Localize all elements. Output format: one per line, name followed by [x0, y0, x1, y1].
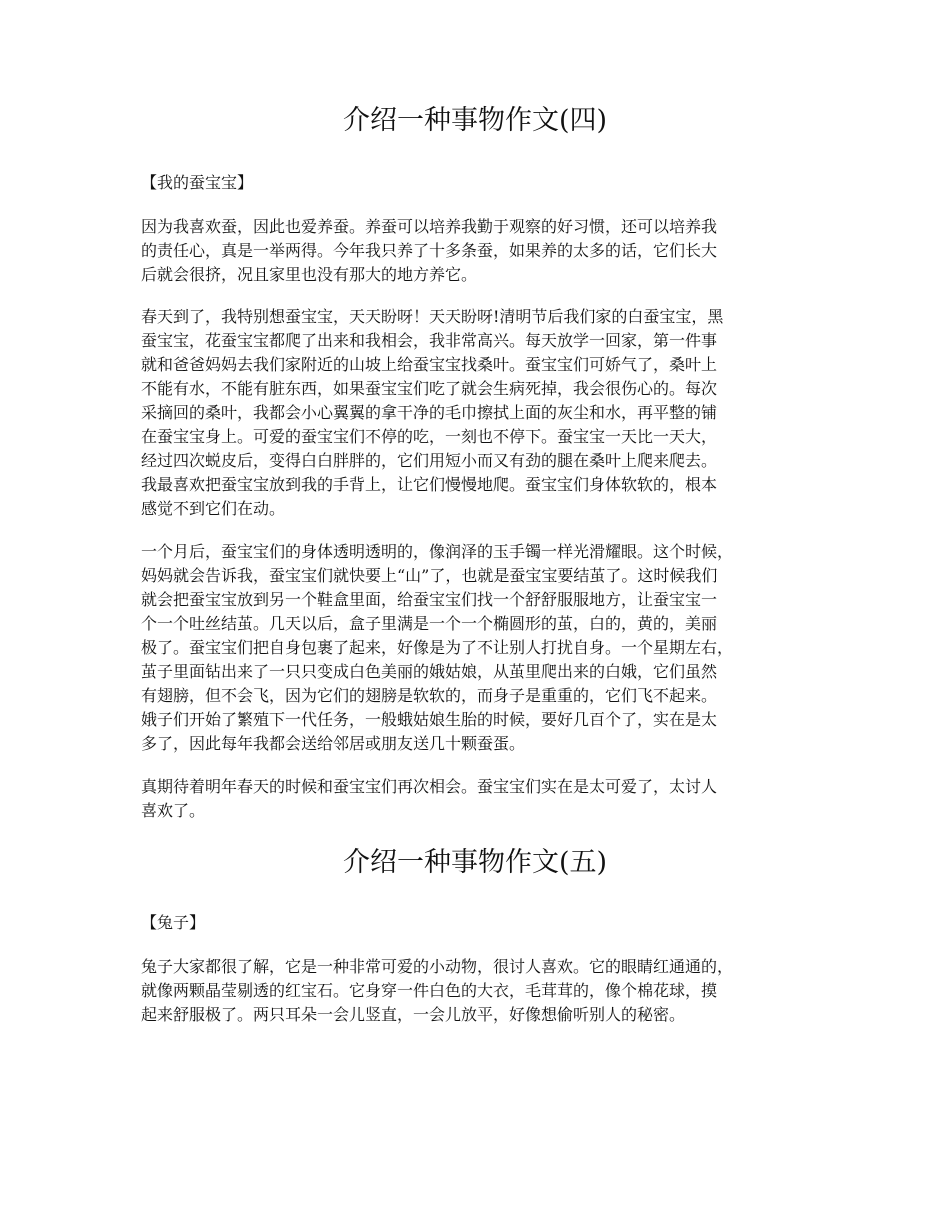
text-line: 娥子们开始了繁殖下一代任务，一般蛾姑娘生胎的时候，要好几百个了，实在是太 [141, 710, 718, 729]
text-line: 一个月后，蚕宝宝们的身体透明透明的，像润泽的玉手镯一样光滑耀眼。这个时候， [141, 542, 734, 561]
essay-title: 介绍一种事物作文(四) [342, 105, 608, 136]
paragraph [141, 955, 813, 1027]
paragraph [141, 215, 813, 287]
essay-subtitle: 【我的蚕宝宝】 [141, 173, 254, 192]
text-line: 兔子大家都很了解，它是一种非常可爱的小动物，很讨人喜欢。它的眼睛红通通的， [141, 957, 734, 976]
paragraph [141, 305, 813, 521]
text-line: 真期待着明年春天的时候和蚕宝宝们再次相会。蚕宝宝们实在是太可爱了，太讨人 [141, 777, 718, 796]
text-line: 就会把蚕宝宝放到另一个鞋盒里面，给蚕宝宝们找一个舒舒服服地方，让蚕宝宝一 [141, 590, 718, 609]
text-line: 有翅膀，但不会飞，因为它们的翅膀是软软的，而身子是重重的，它们飞不起来。 [141, 686, 718, 705]
text-line: 极了。蚕宝宝们把自身包裹了起来，好像是为了不让别人打扰自身。一个星期左右， [141, 638, 734, 657]
text-line: 就像两颗晶莹剔透的红宝石。它身穿一件白色的大衣，毛茸茸的，像个棉花球，摸 [141, 981, 718, 1000]
text-line: 因为我喜欢蚕，因此也爱养蚕。养蚕可以培养我勤于观察的好习惯，还可以培养我 [141, 217, 718, 236]
essay-subtitle: 【兔子】 [141, 913, 206, 932]
text-line: 在蚕宝宝身上。可爱的蚕宝宝们不停的吃，一刻也不停下。蚕宝宝一天比一天大， [141, 427, 718, 446]
text-line: 经过四次蜕皮后，变得白白胖胖的，它们用短小而又有劲的腿在桑叶上爬来爬去。 [141, 451, 718, 470]
paragraph [141, 775, 813, 823]
text-line: 后就会很挤，况且家里也没有那大的地方养它。 [141, 265, 478, 284]
text-line: 喜欢了。 [141, 801, 206, 820]
text-line: 我最喜欢把蚕宝宝放到我的手背上，让它们慢慢地爬。蚕宝宝们身体软软的，根本 [141, 475, 718, 494]
paragraph [141, 540, 813, 756]
text-line: 春天到了，我特别想蚕宝宝，天天盼呀！天天盼呀!清明节后我们家的白蚕宝宝，黑 [141, 307, 724, 326]
text-line: 采摘回的桑叶，我都会小心翼翼的拿干净的毛巾擦拭上面的灰尘和水，再平整的铺 [141, 403, 718, 422]
text-line: 起来舒服极了。两只耳朵一会儿竖直，一会儿放平，好像想偷听别人的秘密。 [141, 1005, 686, 1024]
text-line: 的责任心，真是一举两得。今年我只养了十多条蚕，如果养的太多的话，它们长大 [141, 241, 718, 260]
text-line: 不能有水，不能有脏东西，如果蚕宝宝们吃了就会生病死掉，我会很伤心的。每次 [141, 379, 718, 398]
text-line: 就和爸爸妈妈去我们家附近的山坡上给蚕宝宝找桑叶。蚕宝宝们可娇气了，桑叶上 [141, 355, 718, 374]
text-line: 个一个吐丝结茧。几天以后，盒子里满是一个一个椭圆形的茧，白的，黄的，美丽 [141, 614, 718, 633]
text-line: 妈妈就会告诉我，蚕宝宝们就快要上“山”了，也就是蚕宝宝要结茧了。这时候我们 [141, 566, 718, 585]
essay-title: 介绍一种事物作文(五) [342, 847, 608, 878]
text-line: 蚕宝宝，花蚕宝宝都爬了出来和我相会，我非常高兴。每天放学一回家，第一件事 [141, 331, 718, 350]
text-line: 多了，因此每年我都会送给邻居或朋友送几十颗蚕蛋。 [141, 734, 526, 753]
text-line: 感觉不到它们在动。 [141, 499, 286, 518]
text-line: 茧子里面钻出来了一只只变成白色美丽的娥姑娘，从茧里爬出来的白娥，它们虽然 [141, 662, 718, 681]
